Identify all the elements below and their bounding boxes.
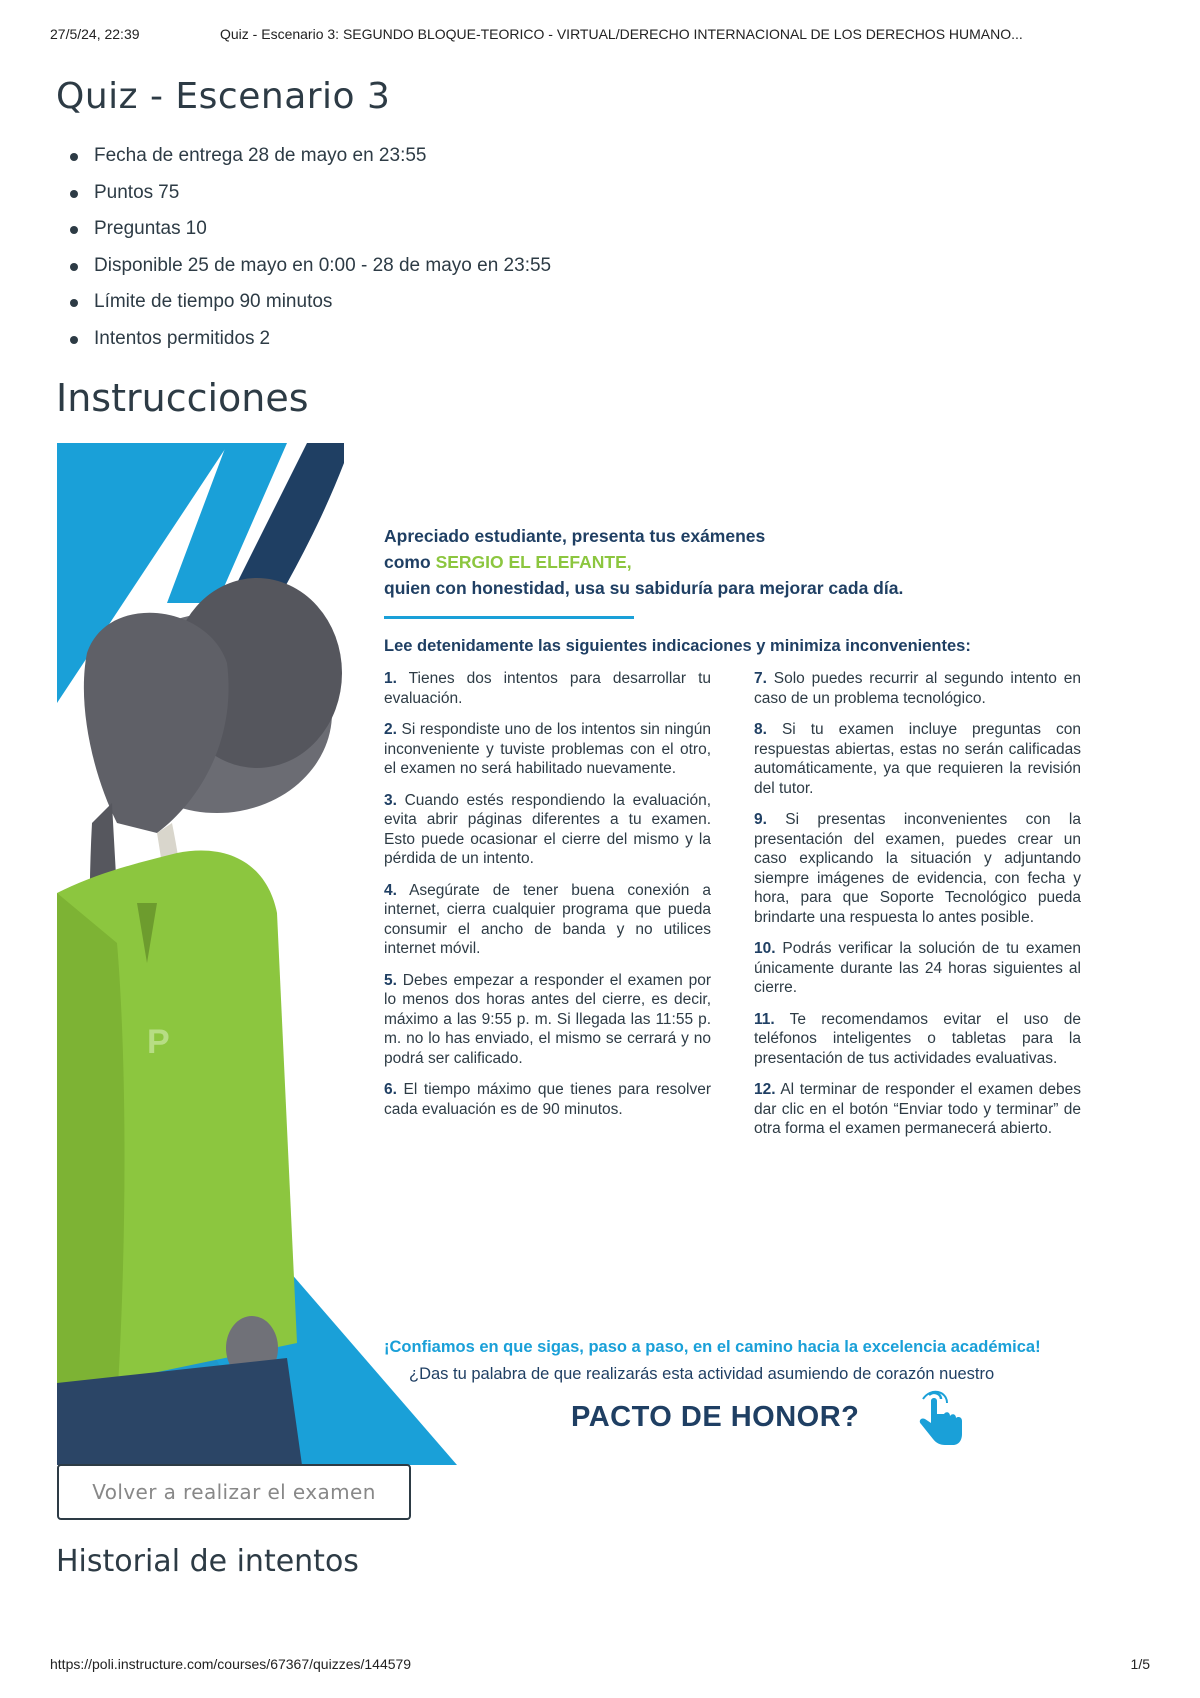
instruction-item: 9. Si presentas inconvenientes con la presentación del examen, puedes crear un caso explicando la situación y adjuntando siempre imágenes de evidencia, con fecha y hora, para que Soporte Tecnológico pueda brindarte una respuesta lo antes posible. [754, 811, 1081, 926]
quiz-details-list [68, 144, 551, 363]
instruction-item: 3. Cuando estés respondiendo la evaluación, evita abrir páginas diferentes a tu examen. Esto puede ocasionar el cierre del mismo y la pérdida de un intento. [384, 791, 711, 867]
instruction-item: 7. Solo puedes recurrir al segundo intento en caso de un problema tecnológico. [754, 670, 1081, 707]
instructions-right-column [754, 669, 1081, 1151]
instructions-heading: Instrucciones [56, 376, 309, 420]
detail-due-date: Fecha de entrega 28 de mayo en 23:55 [68, 144, 551, 181]
print-url: https://poli.instructure.com/courses/67367/quizzes/144579 [50, 1656, 412, 1672]
detail-time-limit: Límite de tiempo 90 minutos [68, 290, 551, 327]
pointing-hand-icon [915, 1389, 965, 1449]
detail-available: Disponible 25 de mayo en 0:00 - 28 de mayo en 23:55 [68, 254, 551, 291]
print-footer [50, 1656, 1150, 1676]
detail-points: Puntos 75 [68, 181, 551, 218]
instruction-item: 5. Debes empezar a responder el examen por lo menos dos horas antes del cierre, es decir, máximo a las 9:55 p. m. Si llegada las 11:55 p. m. no lo has enviado, el mismo se cerrará y no podrá ser calificado. [384, 971, 711, 1067]
print-page-number: 1/5 [1130, 1656, 1150, 1672]
mascot-name: SERGIO EL ELEFANTE, [435, 552, 632, 572]
instruction-item: 8. Si tu examen incluye preguntas con respuestas abiertas, estas no serán calificadas automáticamente, ya que requieren la revisión del tutor. [754, 721, 1081, 797]
intro-divider [384, 616, 634, 619]
instruction-item: 2. Si respondiste uno de los intentos sin ningún inconveniente y tuviste problemas con el otro, el examen no será habilitado nuevamente. [384, 721, 711, 777]
detail-questions: Preguntas 10 [68, 217, 551, 254]
instruction-item: 10. Podrás verificar la solución de tu examen únicamente durante las 24 horas siguientes al cierre. [754, 940, 1082, 996]
svg-text:P: P [147, 1023, 170, 1061]
retake-quiz-button[interactable]: Volver a realizar el examen [57, 1464, 411, 1520]
instruction-item: 6. El tiempo máximo que tienes para resolver cada evaluación es de 90 minutos. [384, 1081, 711, 1118]
instructions-left-column [384, 669, 711, 1131]
intro-text: Apreciado estudiante, presenta tus exámenes como SERGIO EL ELEFANTE, quien con honestidad, usa su sabiduría para mejorar cada día. [384, 526, 904, 598]
page-title: Quiz - Escenario 3 [56, 76, 391, 117]
instruction-item: 11. Te recomendamos evitar el uso de teléfonos inteligentes o tabletas para la presentación de tus actividades evaluativas. [754, 1010, 1081, 1067]
instruction-item: 12. Al terminar de responder el examen debes dar clic en el botón “Enviar todo y terminar” de otra forma el examen permanecerá abierto. [754, 1081, 1081, 1137]
closing-line-2: ¿Das tu palabra de que realizarás esta actividad asumiendo de corazón nuestro [409, 1365, 995, 1383]
detail-allowed-attempts: Intentos permitidos 2 [68, 327, 551, 364]
lead-text: Lee detenidamente las siguientes indicaciones y minimiza inconvenientes: [384, 637, 971, 655]
instruction-item: 1. Tienes dos intentos para desarrollar tu evaluación. [384, 670, 711, 707]
closing-line-1: ¡Confiamos en que sigas, paso a paso, en el camino hacia la excelencia académica! [384, 1338, 1041, 1356]
attempt-history-heading: Historial de intentos [56, 1544, 359, 1579]
instruction-item: 4. Asegúrate de tener buena conexión a internet, cierra cualquier programa que pueda consumir el ancho de banda y no utilices internet móvil. [384, 881, 712, 957]
print-date: 27/5/24, 22:39 [50, 26, 140, 42]
print-page-title: Quiz - Escenario 3: SEGUNDO BLOQUE-TEORICO - VIRTUAL/DERECHO INTERNACIONAL DE LOS DERECHOS HUMANO... [220, 26, 1023, 42]
print-header [50, 26, 1150, 48]
instructions-banner [57, 443, 1100, 1465]
honor-pact-title: PACTO DE HONOR? [571, 1401, 860, 1433]
